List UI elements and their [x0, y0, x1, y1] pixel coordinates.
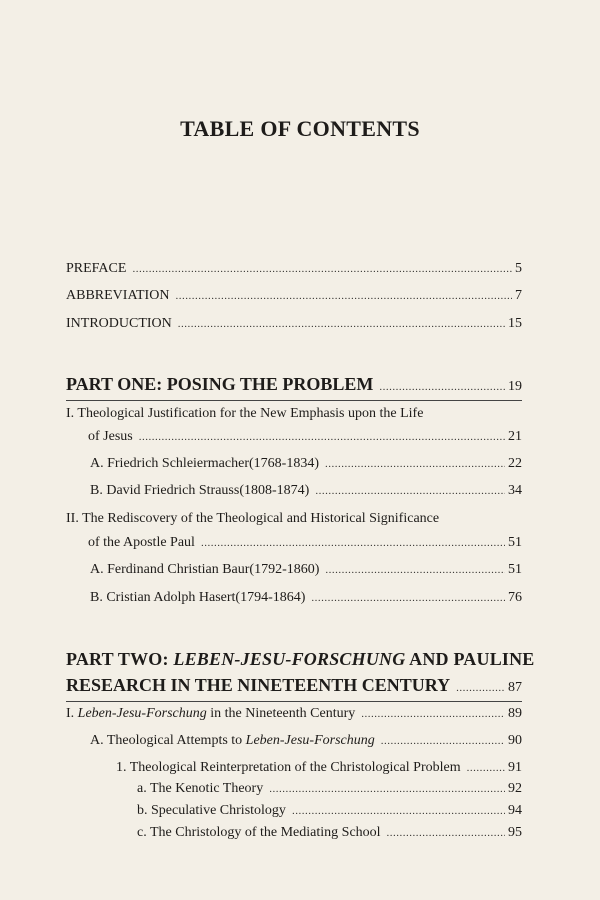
toc-entry [90, 482, 522, 500]
toc-entry-page: 90 [508, 733, 522, 748]
toc-section-label: I. Theological Justification for the New Emphasis upon the Life [66, 406, 424, 421]
toc-entry-label: ABBREVIATION [66, 288, 170, 303]
leader-dots [379, 378, 505, 396]
toc-entry [137, 802, 522, 820]
leader-dots [387, 824, 505, 842]
toc-section-line [66, 405, 522, 423]
leader-dots [467, 759, 505, 777]
leader-dots [178, 315, 505, 333]
leader-dots [311, 589, 505, 607]
leader-dots [269, 780, 505, 798]
page-title: TABLE OF CONTENTS [180, 116, 420, 141]
leader-dots [325, 455, 505, 473]
toc-entry [116, 759, 522, 777]
part-divider [66, 701, 522, 702]
toc-entry-label: b. Speculative Christology [137, 803, 286, 818]
toc-entry [90, 455, 522, 473]
toc-entry [137, 824, 522, 842]
leader-dots [139, 428, 505, 446]
toc-entry-page: 22 [508, 456, 522, 471]
toc-entry-label: B. David Friedrich Strauss(1808-1874) [90, 483, 310, 498]
toc-entry [137, 780, 522, 798]
leader-dots [292, 802, 505, 820]
part-title-prefix: PART TWO: [66, 649, 174, 669]
toc-entry-label: a. The Kenotic Theory [137, 781, 264, 796]
toc-entry-label: I. Leben-Jesu-Forschung in the Nineteenth Century [66, 706, 356, 721]
toc-section-continuation [88, 534, 522, 552]
toc-entry-page: 19 [508, 379, 522, 394]
toc-entry-label: A. Ferdinand Christian Baur(1792-1860) [90, 562, 320, 577]
toc-entry-label: c. The Christology of the Mediating School [137, 825, 381, 840]
part-two-heading-line1 [66, 648, 535, 670]
part-divider [66, 400, 522, 401]
toc-section-continuation [88, 428, 522, 446]
leader-dots [175, 287, 512, 305]
toc-section-line [66, 510, 522, 528]
part-title-suffix: AND PAULINE [405, 649, 535, 669]
toc-section-line [66, 705, 522, 723]
toc-entry-label: PREFACE [66, 261, 127, 276]
toc-entry-page: 15 [508, 316, 522, 331]
part-one-heading [66, 375, 522, 396]
toc-entry-page: 7 [515, 288, 522, 303]
leader-dots [132, 260, 512, 278]
toc-entry-page: 87 [508, 680, 522, 695]
leader-dots [315, 482, 505, 500]
toc-entry-label: A. Theological Attempts to Leben-Jesu-Forschung [90, 733, 375, 748]
toc-entry [90, 561, 522, 579]
toc-entry-page: 51 [508, 535, 522, 550]
toc-entry-label: of Jesus [88, 429, 133, 444]
toc-entry-page: 76 [508, 590, 522, 605]
toc-section-label: II. The Rediscovery of the Theological and Historical Significance [66, 511, 440, 526]
toc-entry-label: A. Friedrich Schleiermacher(1768-1834) [90, 456, 319, 471]
toc-entry-page: 21 [508, 429, 522, 444]
leader-dots [361, 705, 505, 723]
toc-entry-page: 95 [508, 825, 522, 840]
toc-entry-label: 1. Theological Reinterpretation of the Christological Problem [116, 760, 461, 775]
toc-entry-preface [66, 260, 522, 278]
toc-entry [90, 589, 522, 607]
part-title-italic: LEBEN-JESU-FORSCHUNG [173, 649, 406, 669]
toc-entry-page: 34 [508, 483, 522, 498]
toc-entry-page: 89 [508, 706, 522, 721]
leader-dots [381, 732, 505, 750]
toc-entry-page: 51 [508, 562, 522, 577]
toc-entry-page: 92 [508, 781, 522, 796]
toc-entry-introduction [66, 315, 522, 333]
toc-entry-page: 5 [515, 261, 522, 276]
toc-entry-page: 91 [508, 760, 522, 775]
toc-entry-label: B. Cristian Adolph Hasert(1794-1864) [90, 590, 306, 605]
leader-dots [201, 534, 505, 552]
toc-entry [90, 732, 522, 750]
leader-dots [456, 679, 505, 697]
toc-entry-label: of the Apostle Paul [88, 535, 195, 550]
toc-entry-label: INTRODUCTION [66, 316, 172, 331]
toc-entry-abbreviation [66, 287, 522, 305]
part-two-heading-line2 [66, 676, 522, 697]
part-title: PART ONE: POSING THE PROBLEM [66, 374, 374, 394]
toc-entry-page: 94 [508, 803, 522, 818]
part-title: RESEARCH IN THE NINETEENTH CENTURY [66, 675, 451, 695]
leader-dots [325, 561, 505, 579]
